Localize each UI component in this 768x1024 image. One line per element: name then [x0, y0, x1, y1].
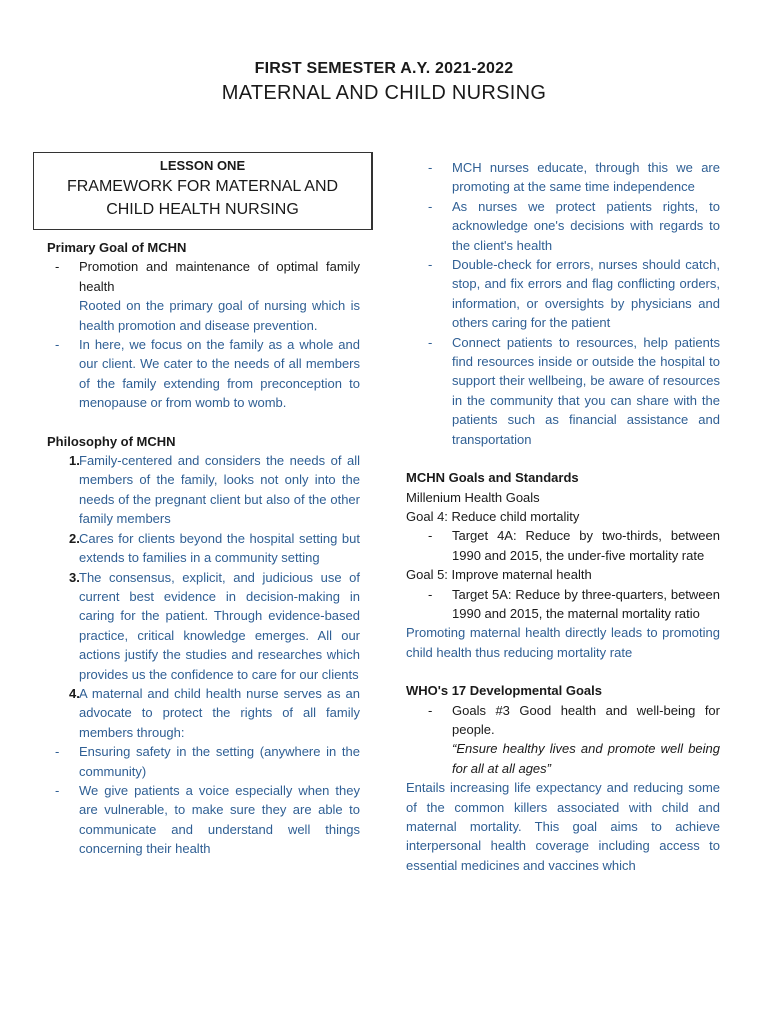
list-item-text: Ensuring safety in the setting (anywhere in the community) — [79, 744, 360, 779]
list-item — [406, 585, 720, 624]
dash-marker: - — [55, 259, 60, 275]
numbered-item — [33, 451, 360, 529]
primary-goal-note: Rooted on the primary goal of nursing which is health promotion and disease prevention. — [79, 298, 360, 333]
primary-goal-heading: Primary Goal of MCHN — [47, 240, 187, 255]
who-heading: WHO's 17 Developmental Goals — [406, 683, 602, 699]
course-title: MATERNAL AND CHILD NURSING — [221, 82, 547, 104]
list-item — [33, 257, 360, 296]
dash-marker: - — [428, 257, 433, 273]
goals-standards-heading: MCHN Goals and Standards — [406, 470, 579, 486]
goal4-text: Goal 4: Reduce child mortality — [406, 508, 580, 524]
goal5-text: Goal 5: Improve maternal health — [406, 567, 592, 583]
dash-marker: - — [428, 160, 433, 175]
numbered-item-text: Cares for clients beyond the hospital setting but extends to families in a community setting — [79, 530, 360, 566]
dash-marker: - — [55, 782, 60, 798]
dash-marker: - — [428, 586, 433, 602]
list-item — [406, 255, 720, 333]
goals-note: Promoting maternal health directly leads to promoting child health thus reducing mortality rate — [406, 625, 720, 660]
philosophy-heading: Philosophy of MCHN — [47, 433, 176, 449]
number-marker: 4. — [69, 685, 80, 701]
millenium-subheading: Millenium Health Goals — [406, 489, 540, 505]
number-marker: 3. — [69, 569, 80, 585]
dash-marker: - — [428, 198, 433, 214]
numbered-item — [33, 568, 360, 684]
list-item — [406, 197, 720, 255]
number-marker: 1. — [69, 453, 80, 469]
numbered-item — [33, 529, 360, 568]
list-item — [33, 781, 360, 859]
list-item — [33, 335, 360, 413]
who-quote: “Ensure healthy lives and promote well being for all at all ages” — [452, 741, 720, 776]
dash-marker: - — [55, 337, 60, 353]
left-column — [33, 152, 360, 859]
lesson-label: LESSON ONE — [159, 158, 246, 173]
right-column — [406, 158, 720, 875]
lesson-title-line1: FRAMEWORK FOR MATERNAL AND — [66, 178, 339, 195]
number-marker: 2. — [69, 530, 80, 546]
semester-title: FIRST SEMESTER A.Y. 2021-2022 — [254, 60, 514, 77]
list-item — [406, 158, 720, 197]
list-item-text: Goals #3 Good health and well-being for people. — [452, 702, 720, 737]
dash-marker: - — [428, 702, 433, 718]
list-item-text: Connect patients to resources, help patients find resources inside or outside the hospital to support their wellbeing, be aware of resources in the community that you can share with the patients such as financial assistance and transportation — [452, 334, 720, 447]
who-note: Entails increasing life expectancy and reducing some of the common killers associated with child and maternal mortality. This goal aims to achieve interpersonal health coverage including access to essential medicines and vaccines which — [406, 780, 720, 873]
list-item-text: Promotion and maintenance of optimal family health — [79, 259, 360, 294]
lesson-box — [33, 152, 373, 230]
dash-marker: - — [55, 744, 60, 760]
list-item — [406, 526, 720, 565]
list-item — [33, 742, 360, 781]
list-item — [406, 701, 720, 740]
page-header — [0, 60, 768, 105]
list-item-text: Double-check for errors, nurses should catch, stop, and fix errors and flag conflicting orders, information, or oversights by physicians and others caring for the patient — [452, 257, 720, 331]
numbered-item — [33, 684, 360, 742]
numbered-item-text: A maternal and child health nurse serves as an advocate to protect the rights of all family members through: — [79, 685, 360, 740]
list-item — [406, 333, 720, 449]
dash-marker: - — [428, 528, 433, 544]
list-item-text: In here, we focus on the family as a whole and our client. We cater to the needs of all members of the family extending from preconception to menopause or from womb to womb. — [79, 337, 360, 411]
numbered-item-text: Family-centered and considers the needs of all members of the family, looks not only into the needs of the pregnant client but also of the other family members — [79, 453, 360, 527]
dash-marker: - — [428, 334, 433, 350]
list-item-text: Target 4A: Reduce by two-thirds, between 1990 and 2015, the under-five mortality rate — [452, 528, 720, 563]
list-item-text: As nurses we protect patients rights, to acknowledge one's decisions with regards to the client's health — [452, 198, 720, 253]
lesson-title-line2: CHILD HEALTH NURSING — [106, 201, 299, 218]
list-item-text: We give patients a voice especially when they are vulnerable, to make sure they are able to communicate and understand well things concerning their health — [79, 782, 360, 857]
numbered-item-text: The consensus, explicit, and judicious use of current best evidence in decision-making in caring for the patient. Through evidence-based practice, critical knowledge emerges. All our actions justify the studies and researches which provides us the confidence to care for our clients — [79, 569, 360, 682]
list-item-text: Target 5A: Reduce by three-quarters, between 1990 and 2015, the maternal mortality ratio — [452, 586, 720, 621]
list-item-text: MCH nurses educate, through this we are promoting at the same time independence — [452, 160, 720, 195]
